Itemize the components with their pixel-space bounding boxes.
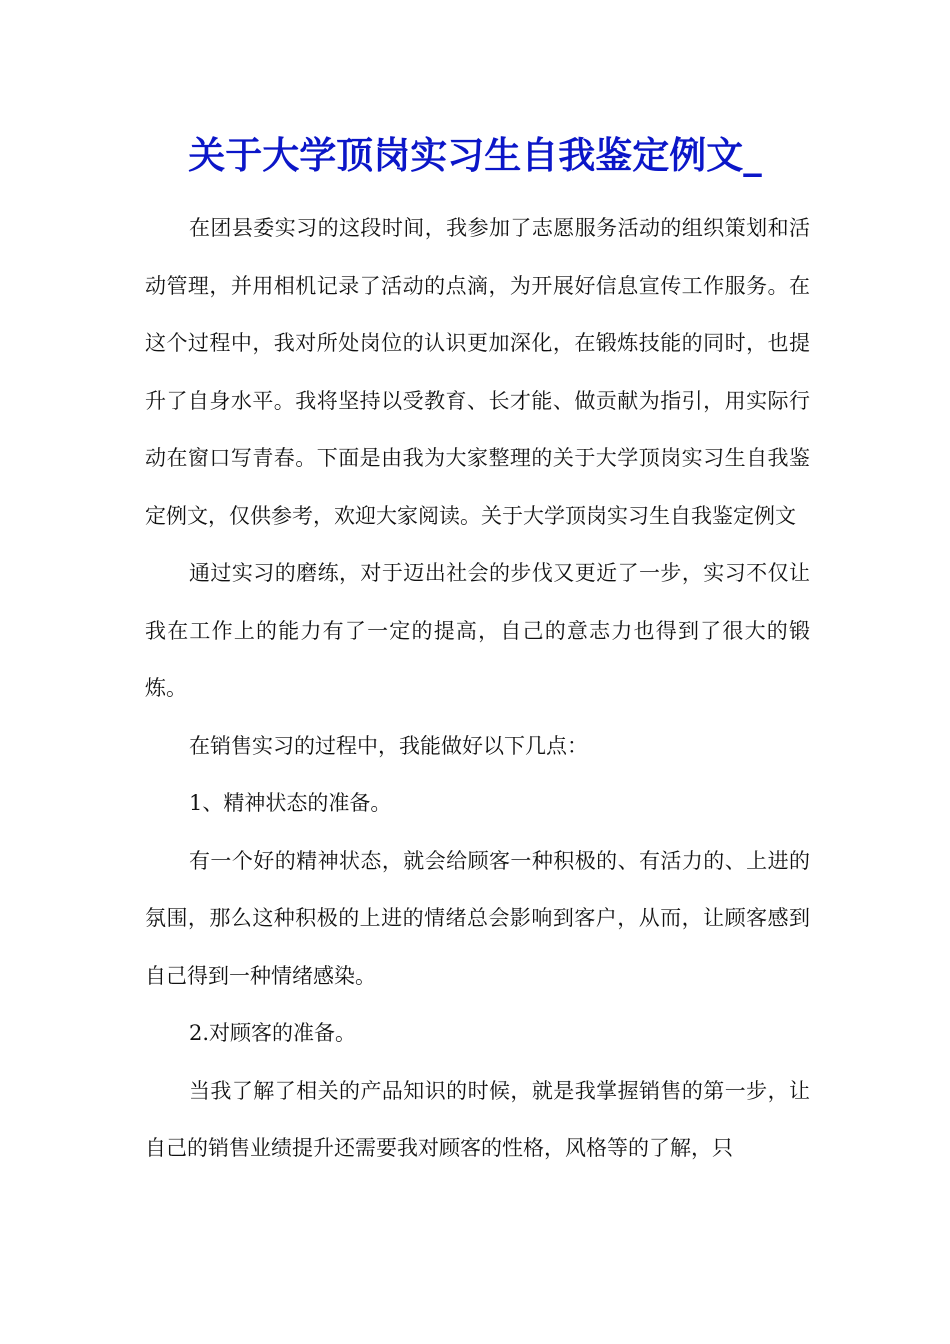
document-title: 关于大学顶岗实习生自我鉴定例文_: [188, 133, 762, 177]
paragraph-point-2-body: 当我了解了相关的产品知识的时候，就是我掌握销售的第一步，让自己的销售业绩提升还需要我对顾客的性格，风格等的了解，只: [145, 1078, 810, 1160]
paragraph-point-2-heading: 2.对顾客的准备。: [189, 1021, 357, 1045]
document-body: [145, 200, 810, 1178]
paragraph-internship-summary: 通过实习的磨练，对于迈出社会的步伐又更近了一步，实习不仅让我在工作上的能力有了一定的提高，自己的意志力也得到了很大的锻炼。: [145, 561, 810, 700]
paragraph-intro: 在团县委实习的这段时间，我参加了志愿服务活动的组织策划和活动管理，并用相机记录了活动的点滴，为开展好信息宣传工作服务。在这个过程中，我对所处岗位的认识更加深化，在锻炼技能的同时，也提升了自身水平。我将坚持以受教育、长才能、做贡献为指引，用实际行动在窗口写青春。下面是由我为大家整理的关于大学顶岗实习生自我鉴定例文，仅供参考，欢迎大家阅读。关于大学顶岗实习生自我鉴定例文: [145, 216, 810, 528]
paragraph-sales-points-intro: 在销售实习的过程中，我能做好以下几点：: [189, 733, 588, 758]
paragraph-point-1-heading: 1、精神状态的准备。: [189, 791, 392, 815]
paragraph-point-1-body: 有一个好的精神状态，就会给顾客一种积极的、有活力的、上进的氛围，那么这种积极的上进的情绪总会影响到客户，从而，让顾客感到自己得到一种情绪感染。: [145, 848, 810, 988]
